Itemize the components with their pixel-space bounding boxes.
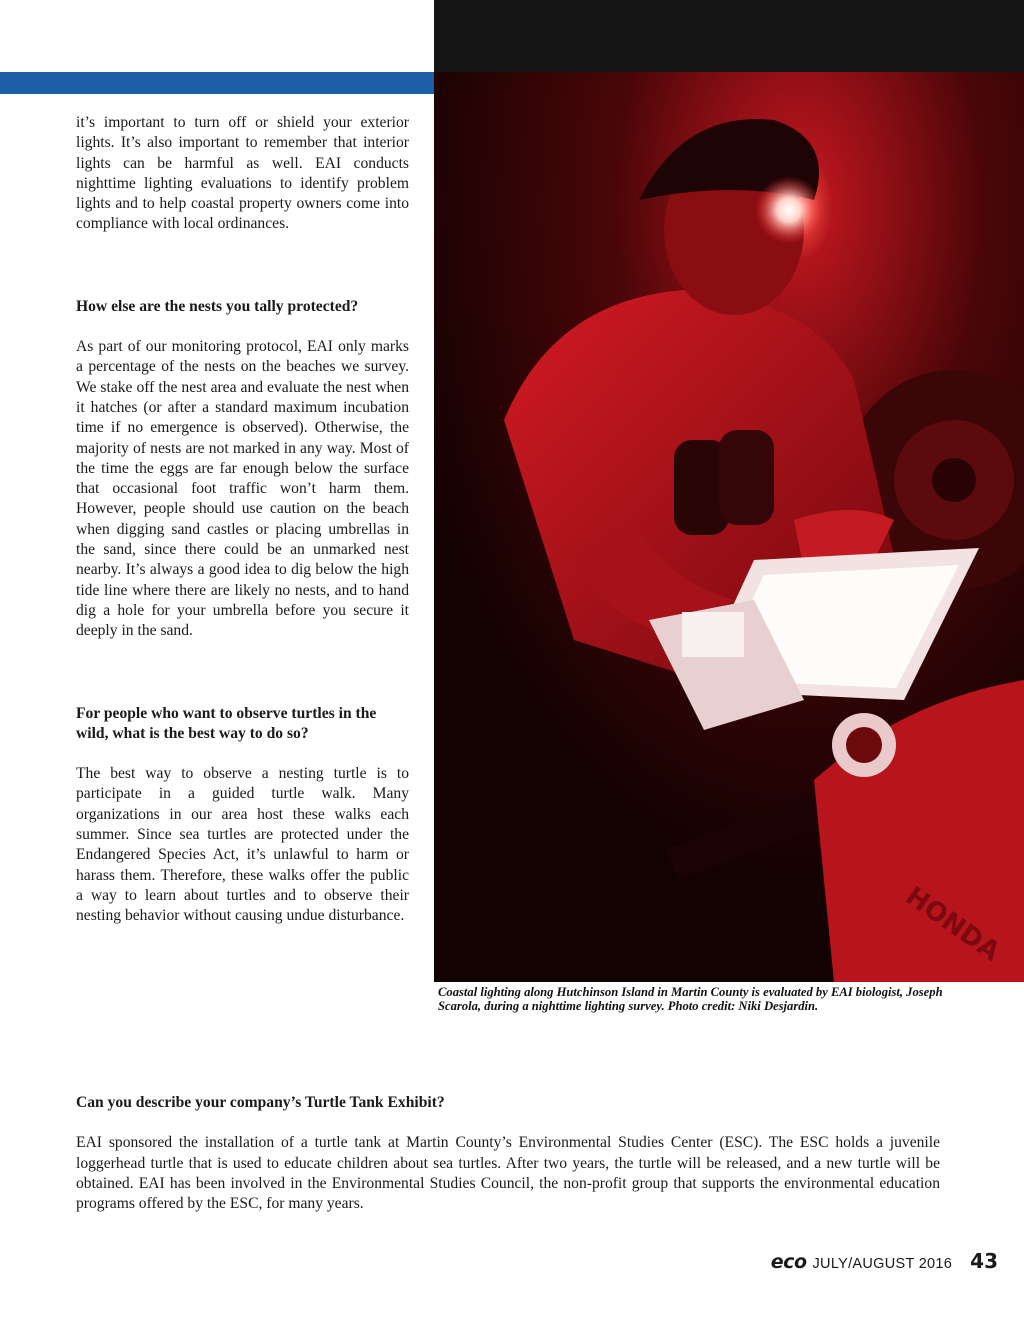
answer-turtle-tank: EAI sponsored the installation of a turtle tank at Martin County’s Environmental Studies Center (ESC). The ESC holds a juvenile loggerhead turtle that is used to educate children about sea turtles. After two years, the turtle will be released, and a new turtle will be obtained. EAI has been involved in the Environmental Studies Council, the non-profit group that supports the environmental education programs offered by the ESC, for many years. <box>76 1134 940 1213</box>
question-nests-protected: How else are the nests you tally protected? <box>76 297 359 315</box>
magazine-brand: eco <box>770 1251 807 1273</box>
article-photo <box>434 0 1024 982</box>
photo-biologist-red-headlamp-icon <box>434 0 1024 982</box>
intro-paragraph: it’s important to turn off or shield your exterior lights. It’s also important to remember that interior lights can be harmful as well. EAI conducts nighttime lighting evaluations to identify problem lights and to help coastal property owners come into compliance with local ordinances. <box>76 114 409 233</box>
issue-date: JULY/AUGUST 2016 <box>812 1256 953 1272</box>
page-footer <box>771 1249 998 1273</box>
left-column <box>76 113 409 927</box>
answer-observe-turtles: The best way to observe a nesting turtle is to participate in a guided turtle walk. Many organizations in our area host these walks each summer. Since sea turtles are protected under the Endangered Species Act, it’s unlawful to harm or harass them. Therefore, these walks offer the public a way to learn about turtles and to observe their nesting behavior without causing undue disturbance. <box>76 765 409 925</box>
page-number: 43 <box>970 1249 998 1273</box>
svg-text:HONDA: HONDA <box>899 881 1006 968</box>
question-turtle-tank: Can you describe your company’s Turtle Tank Exhibit? <box>76 1094 445 1111</box>
question-observe-turtles: For people who want to observe turtles in the wild, what is the best way to do so? <box>76 704 377 742</box>
bottom-section <box>76 1093 940 1214</box>
photo-caption: Coastal lighting along Hutchinson Island in Martin County is evaluated by EAI biologist, Joseph Scarola, during a nighttime lighting survey. Photo credit: Niki Desjardin. <box>438 985 943 1013</box>
answer-nests-protected: As part of our monitoring protocol, EAI only marks a percentage of the nests on the beaches we survey. We stake off the nest area and evaluate the nest when it hatches (or after a standard maximum incubation time if no emergence is observed). Otherwise, the majority of nests are not marked in any way. Most of the time the eggs are far enough below the surface that occasional foot traffic won’t harm them. However, people should use caution on the beach when digging sand castles or placing umbrellas in the sand, since there could be an unmarked nest nearby. It’s always a good idea to dig below the high tide line where there are likely no nests, and to hand dig a hole for your umbrella before you secure it deeply in the sand. <box>76 338 409 640</box>
